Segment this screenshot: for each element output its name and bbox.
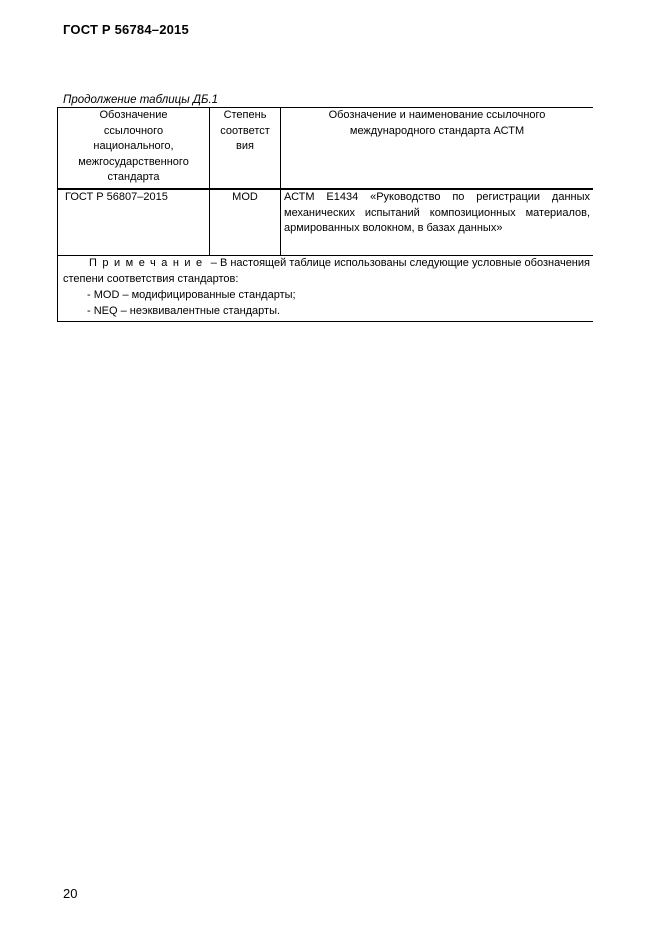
document-code: ГОСТ Р 56784–2015 xyxy=(63,22,189,37)
column-header-international: Обозначение и наименование ссылочного международного стандарта АСТМ xyxy=(328,109,546,137)
note-item-mod: - MOD – модифицированные стандарты; xyxy=(87,289,296,301)
note-title: Примечание xyxy=(89,257,208,269)
column-divider-2 xyxy=(280,107,281,256)
note-item-neq: - NEQ – неэквивалентные стандарты. xyxy=(87,305,281,317)
column-divider-1 xyxy=(209,107,210,256)
note-text: – В настоящей таблице использованы следующие условные обозначения степени соответствия стандартов: xyxy=(63,257,590,285)
table-caption: Продолжение таблицы ДБ.1 xyxy=(63,94,219,106)
table-bottom-border xyxy=(57,321,593,322)
column-header-degree: Степень соответст вия xyxy=(220,109,270,153)
page-number: 20 xyxy=(63,886,78,901)
table-row-degree: MOD xyxy=(232,191,258,203)
table-row-international-standard: АСТМ Е1434 «Руководство по регистрации данных механических испытаний композиционных материалов, армированных волокном, в базах данных» xyxy=(284,191,590,235)
table-row-national-standard: ГОСТ Р 56807–2015 xyxy=(65,191,168,203)
reference-table xyxy=(57,107,593,322)
table-note xyxy=(63,256,590,287)
column-header-national: Обозначение ссылочного национального, межгосударственного стандарта xyxy=(78,109,189,184)
table-left-border xyxy=(57,107,58,322)
